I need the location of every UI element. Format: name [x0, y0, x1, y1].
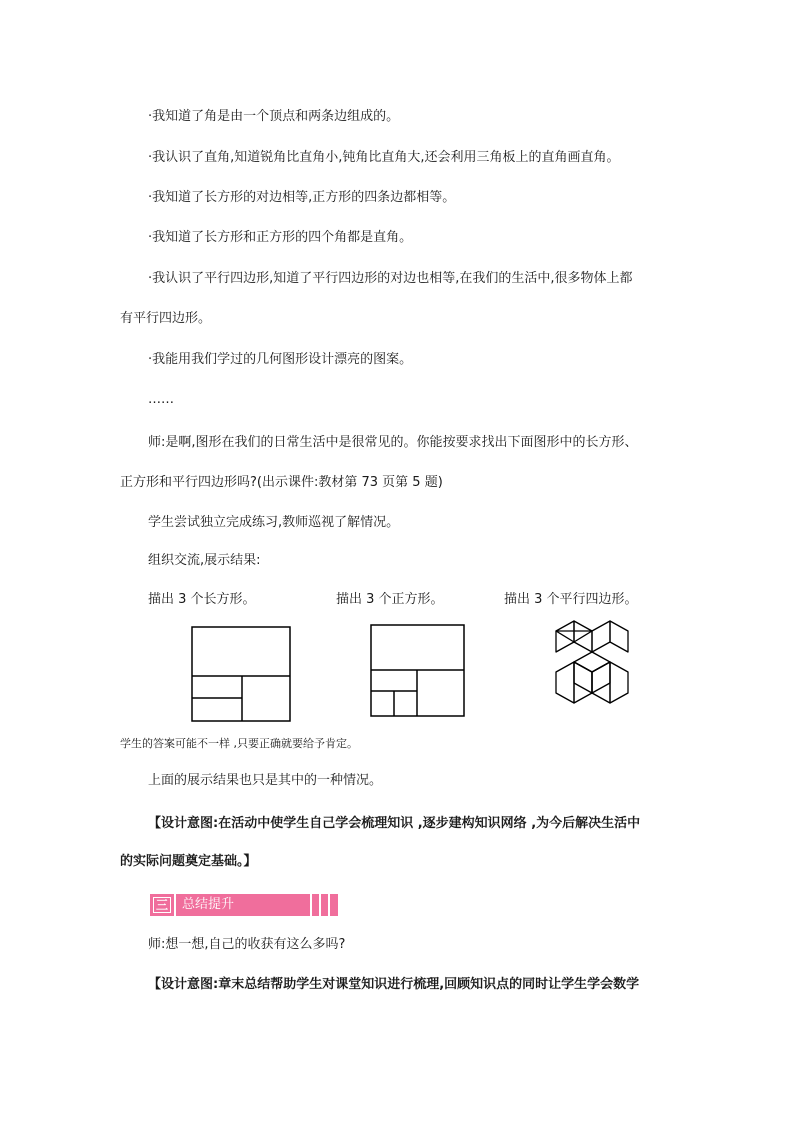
ellipsis: ……: [148, 392, 174, 407]
bullet-rectangle-sides: ·我知道了长方形的对边相等,正方形的四条边都相等。: [148, 190, 456, 205]
bullet-right-angle: ·我认识了直角,知道锐角比直角小,钝角比直角大,还会利用三角板上的直角画直角。: [148, 150, 620, 165]
teacher-reflection: 师:想一想,自己的收获有这么多吗?: [148, 937, 346, 952]
bullet-design: ·我能用我们学过的几何图形设计漂亮的图案。: [148, 352, 413, 367]
banner-stripe: [319, 894, 321, 916]
parallelograms-figure: [554, 619, 630, 705]
rectangles-figure: [190, 625, 294, 725]
bullet-parallelogram-cont: 有平行四边形。: [120, 311, 212, 326]
section-number: 三: [153, 897, 171, 913]
figure-label-rectangles: 描出 3 个长方形。: [148, 592, 256, 607]
design-intent-1-line1: 【设计意图:在活动中使学生自己学会梳理知识 ,逐步建构知识网络 ,为今后解决生活中: [148, 816, 641, 831]
banner-stripe: [310, 894, 312, 916]
figure-label-parallelograms: 描出 3 个平行四边形。: [504, 592, 638, 607]
bullet-angle: ·我知道了角是由一个顶点和两条边组成的。: [148, 109, 400, 124]
organize: 组织交流,展示结果:: [148, 553, 261, 568]
section-banner: [150, 894, 338, 916]
design-intent-1-line2: 的实际问题奠定基础。】: [120, 854, 257, 869]
teacher-question-line2: 正方形和平行四边形吗?(出示课件:教材第 73 页第 5 题): [120, 475, 443, 490]
banner-stripe: [328, 894, 330, 916]
note-answers-vary: 学生的答案可能不一样 ,只要正确就要给予肯定。: [120, 737, 358, 750]
section-title: 总结提升: [182, 897, 235, 912]
student-try: 学生尝试独立完成练习,教师巡视了解情况。: [148, 515, 400, 530]
teacher-question-line1: 师:是啊,图形在我们的日常生活中是很常见的。你能按要求找出下面图形中的长方形、: [148, 435, 638, 450]
section-number-box: [150, 894, 174, 916]
squares-figure: [369, 623, 467, 719]
section-title-bar: [176, 894, 338, 916]
note-result: 上面的展示结果也只是其中的一种情况。: [148, 773, 383, 788]
figure-label-squares: 描出 3 个正方形。: [336, 592, 444, 607]
bullet-parallelogram: ·我认识了平行四边形,知道了平行四边形的对边也相等,在我们的生活中,很多物体上都: [148, 271, 633, 286]
design-intent-2-line1: 【设计意图:章末总结帮助学生对课堂知识进行梳理,回顾知识点的同时让学生学会数学: [148, 977, 640, 992]
bullet-four-angles: ·我知道了长方形和正方形的四个角都是直角。: [148, 230, 413, 245]
